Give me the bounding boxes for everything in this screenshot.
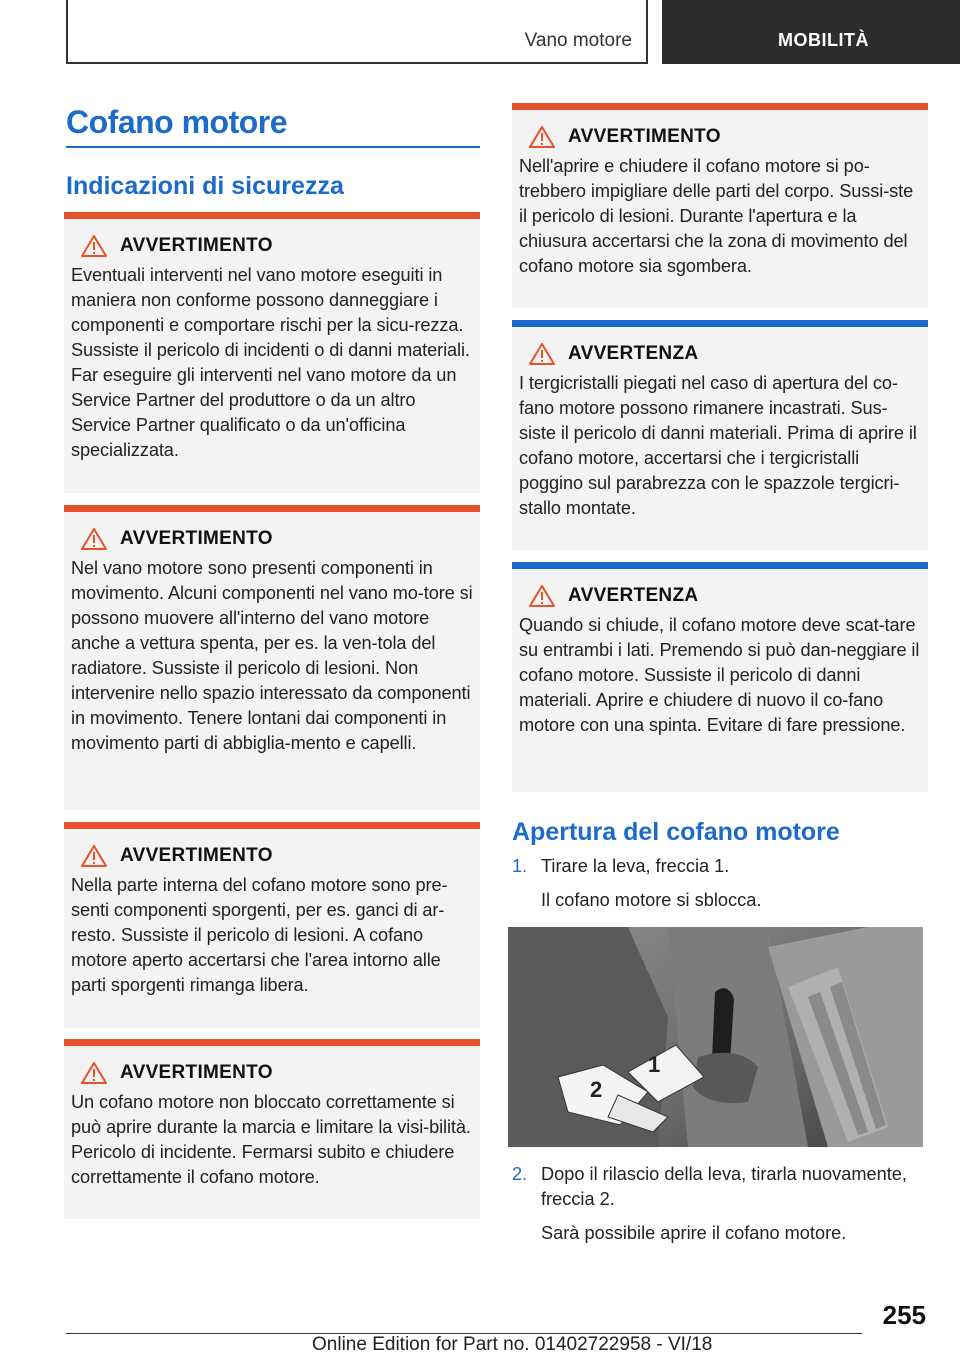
step-item bbox=[512, 854, 928, 913]
warning-triangle-icon bbox=[528, 342, 556, 366]
warning-box bbox=[64, 212, 480, 493]
warning-box bbox=[512, 103, 928, 308]
step-number: 1. bbox=[512, 856, 528, 876]
warning-label: AVVERTIMENTO bbox=[120, 845, 273, 866]
notice-box bbox=[512, 562, 928, 792]
warning-triangle-icon bbox=[528, 584, 556, 608]
step-number: 2. bbox=[512, 1164, 528, 1184]
safety-heading: Indicazioni di sicurezza bbox=[66, 172, 344, 200]
warning-text: Nella parte interna del cofano motore sono pre-senti componenti sporgenti, per es. ganci di ar-resto. Sussiste il pericolo di lesioni. A cofano motore aperto accertarsi che l'area intorno alle parti sporgenti rimanga libera. bbox=[71, 875, 448, 995]
warning-label: AVVERTIMENTO bbox=[120, 1062, 273, 1083]
warning-text: Nell'aprire e chiudere il cofano motore si po-trebbero impigliare delle parti del corpo. Sussi-ste il pericolo di lesioni. Durante l'apertura e la chiusura accertarsi che la zona di movimento del cofano motore sia sgombera. bbox=[519, 156, 914, 276]
warning-triangle-icon bbox=[80, 1061, 108, 1085]
running-header-section bbox=[662, 0, 960, 64]
step-item bbox=[512, 1162, 928, 1246]
warning-text: Eventuali interventi nel vano motore eseguiti in maniera non conforme possono danneggiare i componenti e comportare rischi per la sicu-rezza. Sussiste il pericolo di incidenti o di danni materiali. Far eseguire gli interventi nel vano motore da un Service Partner del produttore o da un altro Service Partner qualificato o da un'officina specializzata. bbox=[71, 265, 470, 460]
warning-box bbox=[64, 505, 480, 810]
title-underline bbox=[66, 146, 480, 148]
warning-box bbox=[64, 1039, 480, 1219]
hood-lever-photo bbox=[508, 927, 923, 1147]
warning-text: Un cofano motore non bloccato correttamente si può aprire durante la marcia e limitare la visi-bilità. Pericolo di incidente. Fermarsi subito e chiudere correttamente il cofano motore. bbox=[71, 1092, 471, 1187]
photo-label-2: 2 bbox=[590, 1077, 603, 1102]
opening-heading: Apertura del cofano motore bbox=[512, 818, 840, 846]
page-number: 255 bbox=[882, 1300, 926, 1330]
warning-label: AVVERTIMENTO bbox=[120, 528, 273, 549]
warning-triangle-icon bbox=[80, 844, 108, 868]
photo-label-1: 1 bbox=[648, 1052, 661, 1077]
footer-edition: Online Edition for Part no. 01402722958 - VI/18 bbox=[312, 1334, 713, 1355]
notice-label: AVVERTENZA bbox=[568, 585, 699, 606]
warning-label: AVVERTIMENTO bbox=[568, 126, 721, 147]
notice-text: I tergicristalli piegati nel caso di apertura del co-fano motore possono rimanere incastrati. Sus-siste il pericolo di danni materiali. Prima di aprire il cofano motore, accertarsi che i tergicristalli poggino sul parabrezza con le spazzole tergicri-stallo montate. bbox=[519, 373, 917, 518]
step-text: Dopo il rilascio della leva, tirarla nuovamente, freccia 2. bbox=[541, 1164, 907, 1209]
warning-triangle-icon bbox=[80, 527, 108, 551]
warning-triangle-icon bbox=[80, 234, 108, 258]
warning-label: AVVERTIMENTO bbox=[120, 235, 273, 256]
page-title: Cofano motore bbox=[66, 104, 288, 140]
section-title: MOBILITÀ bbox=[778, 30, 869, 50]
step-text: Tirare la leva, freccia 1. bbox=[541, 856, 730, 876]
notice-box bbox=[512, 320, 928, 550]
warning-triangle-icon bbox=[528, 125, 556, 149]
warning-text: Nel vano motore sono presenti componenti in movimento. Alcuni componenti nel vano mo-tore si possono muovere all'interno del vano motore anche a vettura spenta, per es. la ven-tola del radiatore. Sussiste il pericolo di lesioni. Non intervenire nello spazio interessato da componenti in movimento. Tenere lontani dai componenti in movimento parti di abbiglia-mento e capelli. bbox=[71, 558, 473, 753]
step-result: Sarà possibile aprire il cofano motore. bbox=[541, 1223, 847, 1243]
notice-label: AVVERTENZA bbox=[568, 343, 699, 364]
step-result: Il cofano motore si sblocca. bbox=[541, 890, 762, 910]
warning-box bbox=[64, 822, 480, 1028]
running-header-chapter bbox=[66, 0, 648, 64]
notice-text: Quando si chiude, il cofano motore deve scat-tare su entrambi i lati. Premendo si può dan-neggiare il cofano motore. Sussiste il pericolo di danni materiali. Aprire e chiudere di nuovo il co-fano motore con una spinta. Evitare di fare pressione. bbox=[519, 615, 920, 735]
chapter-title: Vano motore bbox=[524, 30, 632, 51]
